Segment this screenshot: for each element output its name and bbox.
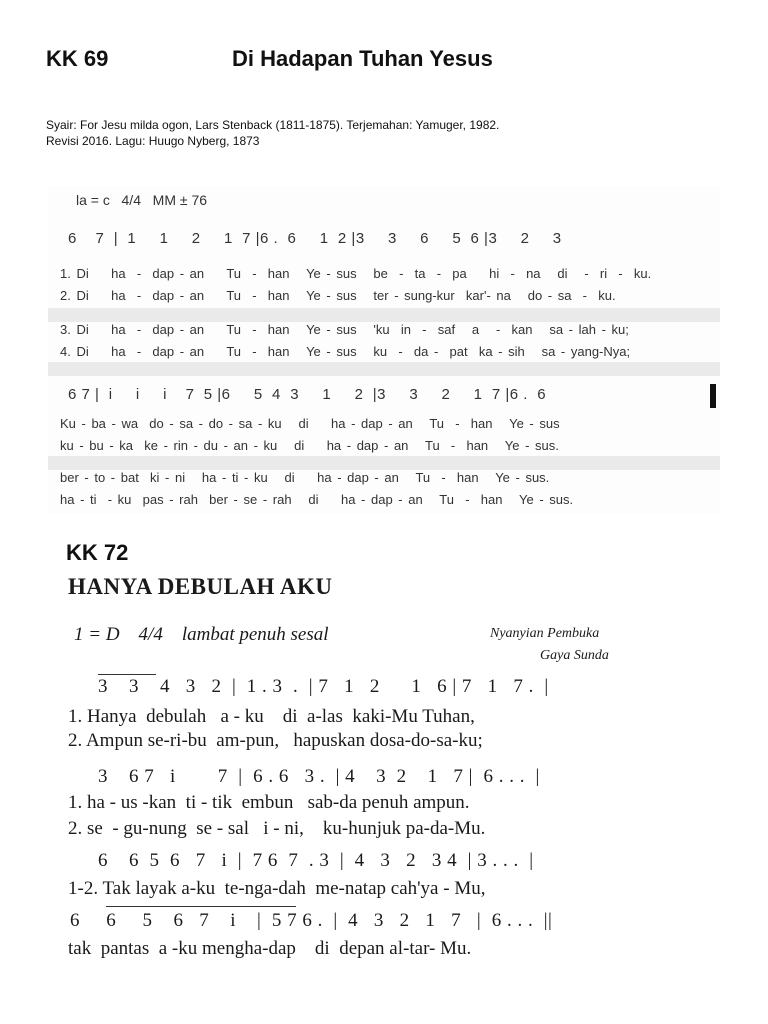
score-kk69: [48, 186, 720, 514]
lyrics-verse-4: 4. Di ha - dap - an Tu - han Ye - sus ku - da - pat ka - sih sa - yang-Nya;: [60, 344, 631, 359]
lyrics-verse-1: 1. Hanya debulah a - ku di a-las kaki-Mu Tuhan,: [68, 706, 475, 727]
lyrics-verse-2: 2. Di ha - dap - an Tu - han Ye - sus ter - sung-kur kar'- na do - sa - ku.: [60, 288, 616, 303]
hymn-title-kk69: Di Hadapan Tuhan Yesus: [232, 46, 493, 71]
hymn-category: Nyanyian Pembuka: [490, 626, 600, 641]
final-barline: [710, 384, 716, 408]
score-kk72: [46, 568, 726, 988]
score-header: la = c 4/4 MM ± 76: [76, 192, 208, 208]
beam-line: [98, 674, 156, 675]
scan-band: [48, 362, 720, 376]
hymn-number-kk72: KK 72: [66, 540, 129, 565]
lyrics-verse-4-cont: ha - ti - ku pas - rah ber - se - rah di ha - dap - an Tu - han Ye - sus.: [60, 492, 574, 507]
notes-row-2: 3 6 7 i 7 | 6 . 6 3 . | 4 3 2 1 7 | 6 . . . |: [98, 766, 540, 787]
lyrics-verse-3: 3. Di ha - dap - an Tu - han Ye - sus 'ku in - saf a - kan sa - lah - ku;: [60, 322, 629, 337]
lyrics-verse-1-cont: Ku - ba - wa do - sa - do - sa - ku di ha - dap - an Tu - han Ye - sus: [60, 416, 560, 431]
lyrics-verse-2: 2. Ampun se-ri-bu am-pun, hapuskan dosa-do-sa-ku;: [68, 730, 483, 751]
lyrics-verse-2-cont: 2. se - gu-nung se - sal i - ni, ku-hunjuk pa-da-Mu.: [68, 818, 486, 839]
lyrics-verse-2-cont: ku - bu - ka ke - rin - du - an - ku di ha - dap - an Tu - han Ye - sus.: [60, 438, 559, 453]
lyrics-verse-1-cont: 1. ha - us -kan ti - tik embun sab-da penuh ampun.: [68, 792, 470, 813]
key-signature: 1 = D 4/4 lambat penuh sesal: [74, 624, 329, 645]
scan-band: [48, 308, 720, 322]
beam-line: [106, 906, 296, 907]
notes-row-4: 6 6 5 6 7 i | 5 7 6 . | 4 3 2 1 7 | 6 . . . ||: [70, 910, 553, 931]
notes-row-3: 6 6 5 6 7 i | 7 6 7 . 3 | 4 3 2 3 4 | 3 . . . |: [98, 850, 534, 871]
notes-row-1: 3 3 4 3 2 | 1 . 3 . | 7 1 2 1 6 | 7 1 7 . |: [98, 676, 549, 697]
lyrics-verse-3-cont: ber - to - bat ki - ni ha - ti - ku di ha - dap - an Tu - han Ye - sus.: [60, 470, 550, 485]
hymn-number-kk69: KK 69: [46, 46, 109, 71]
notes-row-2: 6 7 | i i i 7 5 |6 5 4 3 1 2 |3 3 2 1 7 |6 . 6: [68, 386, 547, 403]
hymn-title-kk72: HANYA DEBULAH AKU: [68, 574, 333, 599]
notes-row-1: 6 7 | 1 1 2 1 7 |6 . 6 1 2 |3 3 6 5 6 |3 2 3: [68, 230, 562, 247]
hymn-style: Gaya Sunda: [540, 648, 609, 663]
credit-line-1: Syair: For Jesu milda ogon, Lars Stenback (1811-1875). Terjemahan: Yamuger, 1982.: [46, 118, 500, 132]
lyrics-refrain: 1-2. Tak layak a-ku te-nga-dah me-natap cah'ya - Mu,: [68, 878, 486, 899]
lyrics-refrain-cont: tak pantas a -ku mengha-dap di depan al-tar- Mu.: [68, 938, 472, 959]
scan-band: [48, 456, 720, 470]
lyrics-verse-1: 1. Di ha - dap - an Tu - han Ye - sus be - ta - pa hi - na di - ri - ku.: [60, 266, 652, 281]
credit-line-2: Revisi 2016. Lagu: Huugo Nyberg, 1873: [46, 134, 260, 148]
